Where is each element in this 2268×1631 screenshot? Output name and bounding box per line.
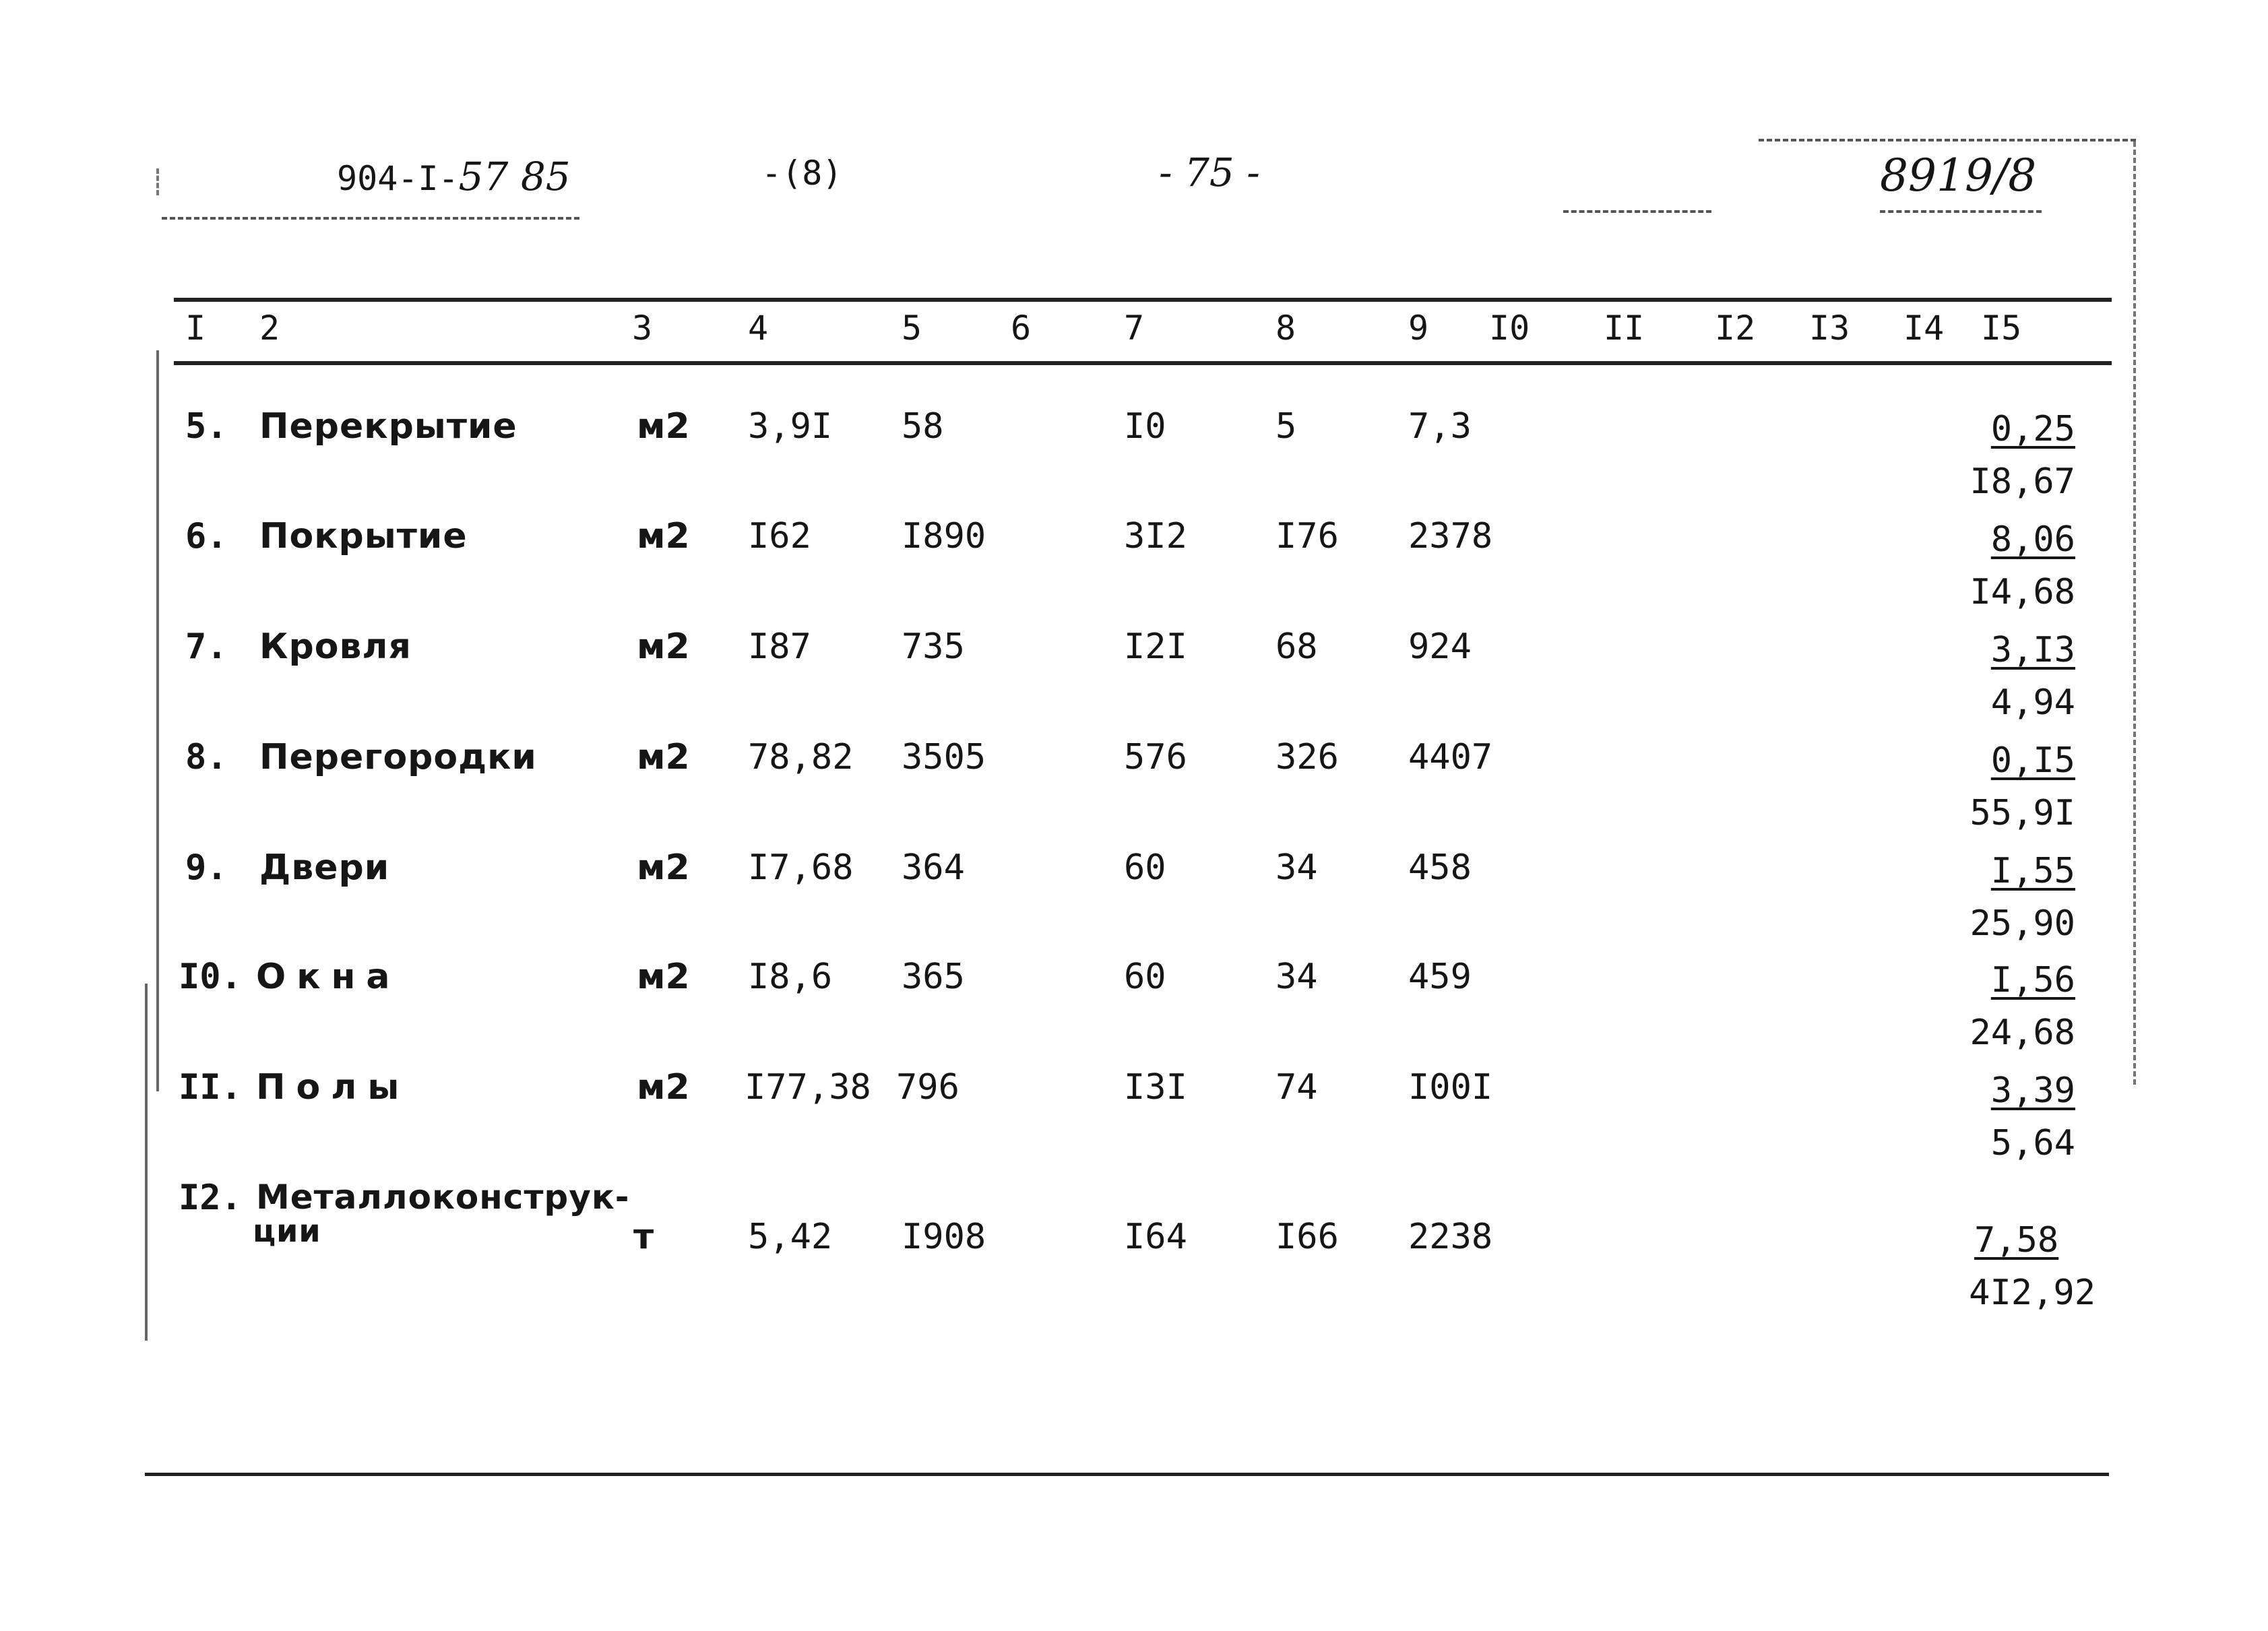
cell-col8: I66 — [1275, 1217, 1339, 1257]
cell-col4: I77,38 — [745, 1067, 871, 1108]
cell-col15 — [1947, 954, 2075, 1059]
sheet-reference: -(8) — [761, 154, 843, 193]
row-unit: м2 — [637, 848, 690, 888]
column-header: 5 — [902, 309, 922, 348]
cell-col5: 365 — [902, 957, 965, 997]
column-header: II — [1604, 309, 1645, 348]
column-header: 9 — [1408, 309, 1429, 348]
row-name: Покрытие — [259, 516, 468, 556]
cell-col15-denominator: I4,68 — [1970, 572, 2075, 612]
frame-right-border — [2133, 141, 2136, 1085]
cell-col9: 7,3 — [1408, 406, 1472, 447]
row-number: 7. — [185, 627, 228, 667]
row-name-continuation: ции — [253, 1213, 321, 1249]
column-header: I0 — [1489, 309, 1530, 348]
row-number: I2. — [179, 1178, 242, 1218]
document-code-handwritten: 57 85 — [458, 154, 571, 199]
cell-col15-denominator: 5,64 — [1990, 1123, 2075, 1163]
cell-col8: I76 — [1275, 516, 1339, 556]
frame-left-border — [156, 350, 159, 1091]
row-name: Перегородки — [259, 737, 537, 777]
cell-col7: I3I — [1124, 1067, 1187, 1108]
row-name: Полы — [256, 1067, 410, 1108]
cell-col15 — [1947, 1214, 2096, 1319]
frame-left-tick — [156, 168, 159, 195]
column-header: I3 — [1809, 309, 1850, 348]
cell-col9: I00I — [1408, 1067, 1493, 1108]
row-number: 8. — [185, 737, 228, 777]
cell-col5: 796 — [896, 1067, 959, 1108]
cell-col7: 60 — [1124, 848, 1166, 888]
cell-col8: 326 — [1275, 737, 1339, 777]
column-header: 3 — [632, 309, 653, 348]
cell-col4: 78,82 — [748, 737, 854, 777]
cell-col8: 34 — [1275, 957, 1318, 997]
column-header: I4 — [1903, 309, 1945, 348]
column-header: 6 — [1011, 309, 1032, 348]
row-name: Перекрытие — [259, 406, 517, 447]
cell-col5: 3505 — [902, 737, 986, 777]
cell-col9: 4407 — [1408, 737, 1493, 777]
cell-col15-numerator: I,55 — [1990, 851, 2075, 891]
header-rule-right-2 — [1880, 210, 2042, 213]
cell-col15-denominator: 4I2,92 — [1969, 1273, 2096, 1313]
header-rule-left — [162, 217, 579, 220]
cell-col5: 364 — [902, 848, 965, 888]
cell-col8: 74 — [1275, 1067, 1318, 1108]
archive-number: 8919/8 — [1880, 150, 2037, 201]
cell-col5: 735 — [902, 627, 965, 667]
cell-col15-denominator: 55,9I — [1970, 793, 2075, 833]
row-unit: т — [633, 1217, 654, 1257]
cell-col7: 576 — [1124, 737, 1187, 777]
cell-col4: I8,6 — [748, 957, 833, 997]
column-header: I — [185, 309, 206, 348]
cell-col7: I64 — [1124, 1217, 1187, 1257]
row-number: 9. — [185, 848, 228, 888]
cell-col15 — [1947, 1064, 2075, 1170]
cell-col7: I0 — [1124, 406, 1166, 447]
column-header: 7 — [1124, 309, 1145, 348]
cell-col9: 458 — [1408, 848, 1472, 888]
row-unit: м2 — [637, 627, 690, 667]
row-unit: м2 — [637, 957, 690, 997]
cell-col7: 3I2 — [1124, 516, 1187, 556]
cell-col4: 5,42 — [748, 1217, 833, 1257]
cell-col15-denominator: 4,94 — [1990, 682, 2075, 723]
row-name: Металлоконструк- — [256, 1178, 630, 1217]
cell-col15 — [1947, 845, 2075, 950]
cell-col4: 3,9I — [748, 406, 833, 447]
column-header: 4 — [748, 309, 769, 348]
cell-col15-denominator: I8,67 — [1970, 461, 2075, 502]
cell-col7: I2I — [1124, 627, 1187, 667]
document-code-typed: 904-I- — [337, 159, 459, 198]
column-header: I2 — [1715, 309, 1756, 348]
row-number: 6. — [185, 516, 228, 556]
row-unit: м2 — [637, 737, 690, 777]
cell-col8: 68 — [1275, 627, 1318, 667]
table-header-rule — [174, 361, 2112, 365]
frame-left-border-lower — [145, 984, 148, 1341]
cell-col5: I908 — [902, 1217, 986, 1257]
cell-col7: 60 — [1124, 957, 1166, 997]
cell-col8: 5 — [1275, 406, 1297, 447]
frame-top-rule — [1759, 139, 2136, 141]
cell-col4: I62 — [748, 516, 811, 556]
cell-col5: I890 — [902, 516, 986, 556]
table-top-rule — [174, 298, 2112, 302]
row-number: I0. — [179, 957, 242, 997]
column-header: I5 — [1981, 309, 2022, 348]
row-number: 5. — [185, 406, 228, 447]
row-name: Окна — [256, 957, 401, 997]
cell-col15-numerator: I,56 — [1990, 960, 2075, 1000]
document-code — [337, 154, 571, 199]
cell-col5: 58 — [902, 406, 944, 447]
cell-col15 — [1947, 624, 2075, 729]
cell-col15-numerator: 8,06 — [1990, 519, 2075, 560]
cell-col15-numerator: 0,I5 — [1990, 740, 2075, 781]
cell-col9: 924 — [1408, 627, 1472, 667]
page-number: - 75 - — [1159, 150, 1260, 195]
cell-col15-denominator: 25,90 — [1970, 903, 2075, 944]
row-unit: м2 — [637, 516, 690, 556]
table-bottom-rule — [145, 1473, 2109, 1476]
cell-col4: I87 — [748, 627, 811, 667]
cell-col15 — [1947, 513, 2075, 618]
column-header: 8 — [1275, 309, 1296, 348]
cell-col15 — [1947, 403, 2075, 508]
cell-col15-numerator: 3,39 — [1990, 1070, 2075, 1111]
cell-col4: I7,68 — [748, 848, 854, 888]
cell-col9: 2378 — [1408, 516, 1493, 556]
cell-col15-numerator: 0,25 — [1990, 409, 2075, 449]
row-unit: м2 — [637, 1067, 690, 1108]
cell-col9: 459 — [1408, 957, 1472, 997]
row-name: Кровля — [259, 627, 412, 667]
cell-col15 — [1947, 734, 2075, 839]
cell-col15-numerator: 7,58 — [1974, 1220, 2059, 1260]
column-header: 2 — [259, 309, 280, 348]
cell-col8: 34 — [1275, 848, 1318, 888]
header-rule-right — [1563, 210, 1711, 213]
cell-col15-denominator: 24,68 — [1970, 1013, 2075, 1053]
row-number: II. — [179, 1067, 242, 1108]
cell-col15-numerator: 3,I3 — [1990, 630, 2075, 670]
cell-col9: 2238 — [1408, 1217, 1493, 1257]
row-unit: м2 — [637, 406, 690, 447]
row-name: Двери — [259, 848, 390, 888]
